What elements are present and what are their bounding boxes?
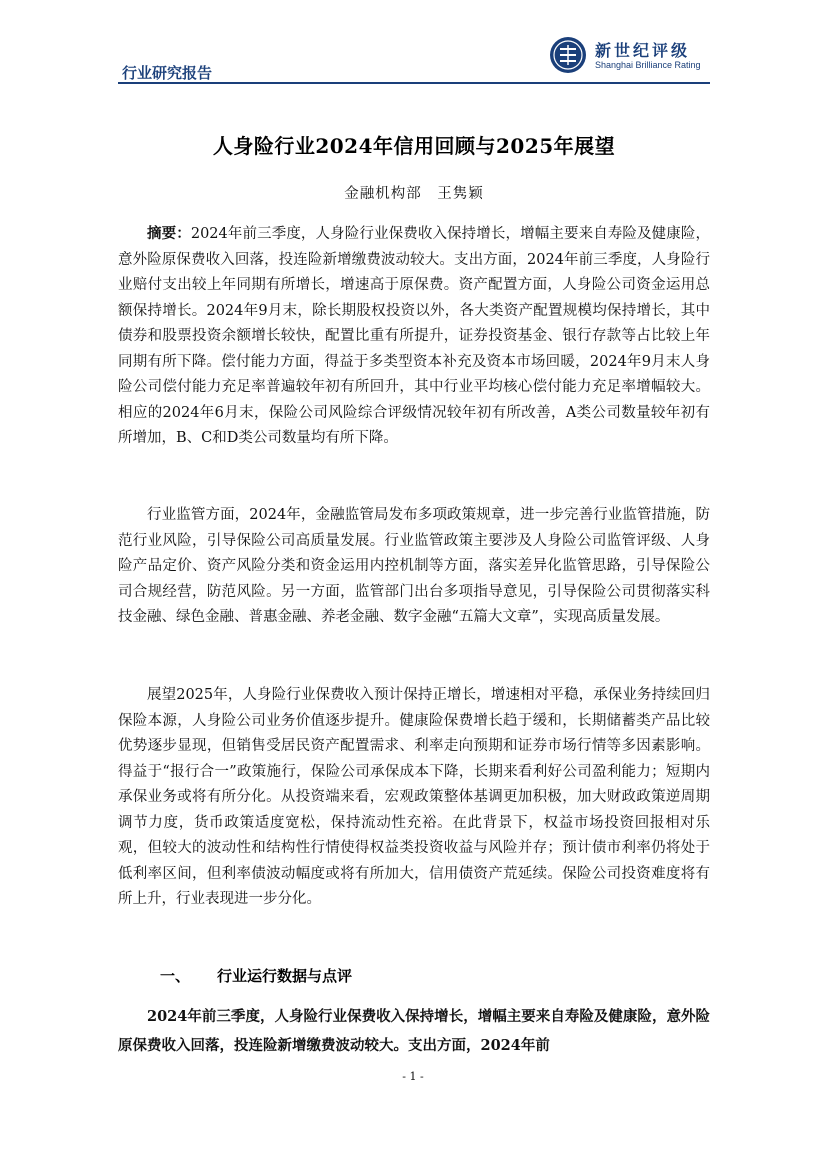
section-title: 行业运行数据与点评 [217, 967, 353, 985]
section-heading [160, 965, 352, 986]
abstract-text: 2024年前三季度，人身险行业保费收入保持增长，增幅主要来自寿险及健康险，意外险原保费收入回落，投连险新增缴费波动较大。支出方面，2024年前三季度，人身险行业赔付支出较上年同期有所增长，增速高于原保费。资产配置方面，人身险公司资金运用总额保持增长。2024年9月末，除长期股权投资以外，各大类资产配置规模均保持增长，其中债券和股票投资余额增长较快，配置比重有所提升，证券投资基金、银行存款等占比较上年同期有所下降。偿付能力方面，得益于多类型资本补充及资本市场回暖，2024年9月末人身险公司偿付能力充足率普遍较年初有所回升，其中行业平均核心偿付能力充足率增幅较大。相应的2024年6月末，保险公司风险综合评级情况较年初有所改善，A类公司数量较年初有所增加，B、C和D类公司数量均有所下降。 [118, 226, 710, 446]
brand-name-en: Shanghai Brilliance Rating [595, 60, 701, 70]
section-number: 一、 [160, 967, 191, 985]
document-title: 人身险行业2024年信用回顾与2025年展望 [212, 134, 616, 158]
brand-name-cn: 新世纪评级 [595, 41, 691, 60]
brand-logo [549, 36, 714, 76]
section-lead-paragraph: 2024年前三季度，人身险行业保费收入保持增长，增幅主要来自寿险及健康险，意外险原保费收入回落，投连险新增缴费波动较大。支出方面，2024年前 [118, 1008, 710, 1054]
report-type-label: 行业研究报告 [122, 64, 213, 82]
abstract-label: 摘要： [147, 225, 191, 242]
page-number: - 1 - [402, 1070, 424, 1083]
brand-emblem-icon [549, 36, 587, 74]
author-line: 金融机构部 王隽颖 [344, 186, 484, 202]
header-divider [118, 82, 710, 84]
page-header [0, 0, 826, 90]
abstract-paragraph [118, 221, 710, 452]
outlook-paragraph: 展望2025年，人身险行业保费收入预计保持正增长，增速相对平稳，承保业务持续回归保险本源，人身险公司业务价值逐步提升。健康险保费增长趋于缓和，长期储蓄类产品比较优势逐步显现，但销售受居民资产配置需求、利率走向预期和证券市场行情等多因素影响。得益于“报行合一”政策施行，保险公司承保成本下降，长期来看利好公司盈利能力；短期内承保业务或将有所分化。从投资端来看，宏观政策整体基调更加积极，加大财政政策逆周期调节力度，货币政策适度宽松，保持流动性充裕。在此背景下，权益市场投资回报相对乐观，但较大的波动性和结构性行情使得权益类投资收益与风险并存；预计债市利率仍将处于低利率区间，但利率债波动幅度或将有所加大，信用债资产荒延续。保险公司投资难度将有所上升，行业表现进一步分化。 [118, 687, 710, 907]
regulation-paragraph: 行业监管方面，2024年，金融监管局发布多项政策规章，进一步完善行业监管措施，防范行业风险，引导保险公司高质量发展。行业监管政策主要涉及人身险公司监管评级、人身险产品定价、资产风险分类和资金运用内控机制等方面，落实差异化监管思路，引导保险公司合规经营，防范风险。另一方面，监管部门出台多项指导意见，引导保险公司贯彻落实科技金融、绿色金融、普惠金融、养老金融、数字金融“五篇大文章”，实现高质量发展。 [118, 507, 710, 625]
